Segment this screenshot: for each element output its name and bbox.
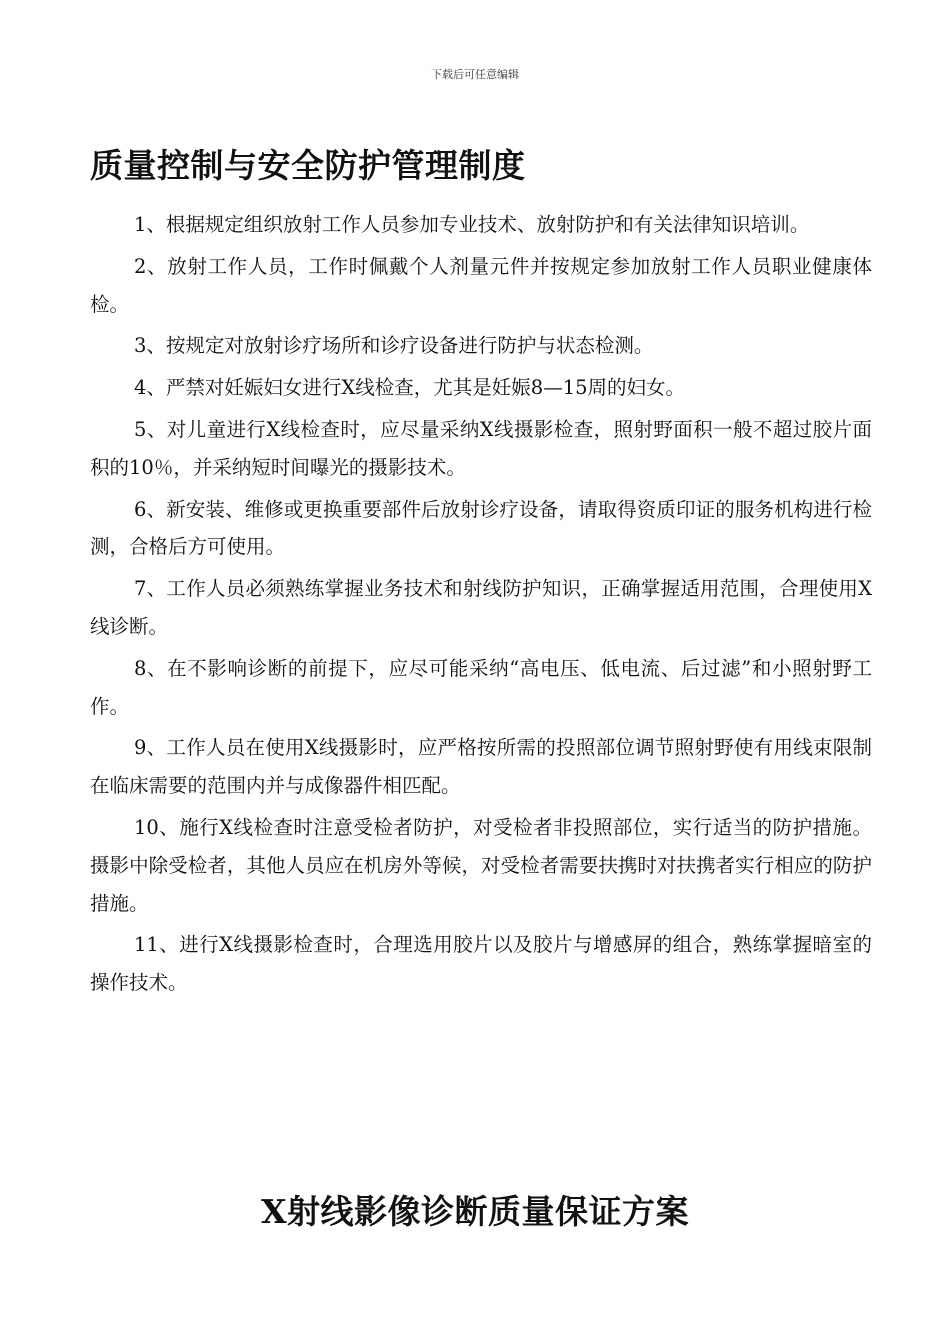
document-title: 质量控制与安全防护管理制度 [90,146,526,185]
section-title: X射线影像诊断质量保证方案 [260,1192,690,1231]
rule-item-5: 5、对儿童进行X线检查时，应尽量采纳X线摄影检查，照射野面积一般不超过胶片面积的10％，并采纳短时间曝光的摄影技术。 [90,417,872,479]
rule-item-2: 2、放射工作人员，工作时佩戴个人剂量元件并按规定参加放射工作人员职业健康体检。 [90,254,872,316]
rule-item-6: 6、新安装、维修或更换重要部件后放射诊疗设备，请取得资质印证的服务机构进行检测，合格后方可使用。 [90,497,872,559]
rule-item-9: 9、工作人员在使用X线摄影时，应严格按所需的投照部位调节照射野使有用线束限制在临床需要的范围内并与成像器件相匹配。 [90,736,872,798]
rule-item-10: 10、施行X线检查时注意受检者防护，对受检者非投照部位，实行适当的防护措施。摄影中除受检者，其他人员应在机房外等候，对受检者需要扶携时对扶携者实行相应的防护措施。 [90,815,872,915]
rule-item-1: 1、根据规定组织放射工作人员参加专业技术、放射防护和有关法律知识培训。 [134,213,810,236]
page-header-note: 下载后可任意编辑 [431,68,519,81]
rule-item-8: 8、在不影响诊断的前提下，应尽可能采纳“高电压、低电流、后过滤”和小照射野工作。 [90,656,872,718]
rule-item-11: 11、进行X线摄影检查时，合理选用胶片以及胶片与增感屏的组合，熟练掌握暗室的操作技术。 [90,933,872,995]
rules-list [90,206,872,1006]
rule-item-7: 7、工作人员必须熟练掌握业务技术和射线防护知识，正确掌握适用范围，合理使用X线诊断。 [90,577,872,638]
rule-item-4: 4、严禁对妊娠妇女进行X线检查，尤其是妊娠8—15周的妇女。 [134,376,686,400]
rule-item-3: 3、按规定对放射诊疗场所和诊疗设备进行防护与状态检测。 [134,334,654,358]
